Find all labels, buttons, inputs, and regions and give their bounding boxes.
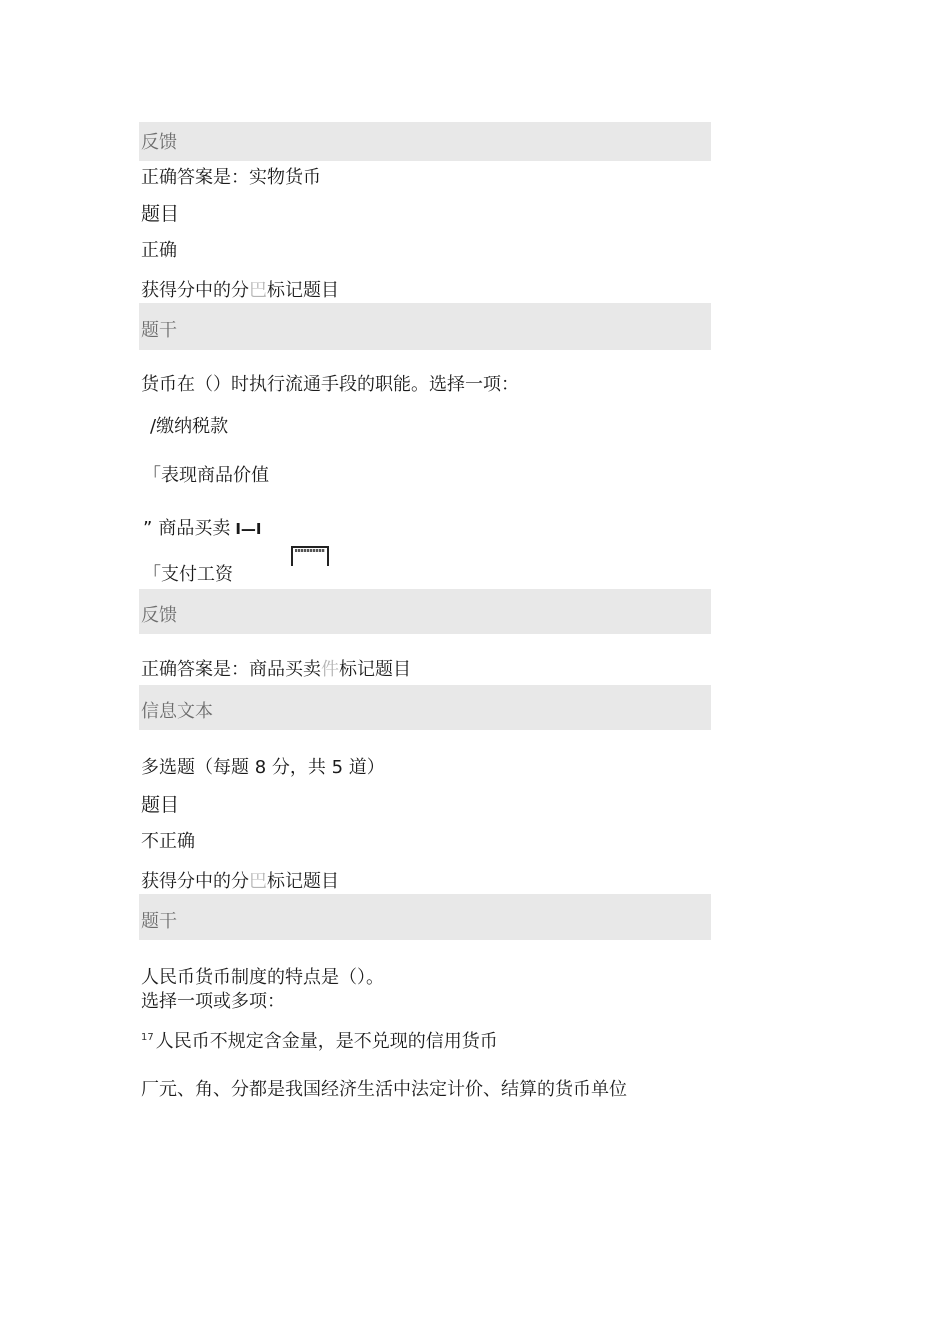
- feedback-header: 反馈: [141, 605, 177, 626]
- question-stem: 人民币货币制度的特点是（）。: [141, 967, 384, 988]
- question-label: 题目: [141, 794, 180, 816]
- flag-question-link[interactable]: 标记题目: [267, 871, 339, 892]
- option-marker: 17: [141, 1032, 154, 1043]
- info-bar: [139, 685, 711, 730]
- option-marker: 「: [143, 465, 161, 486]
- question-stem: 货币在（）时执行流通手段的职能。选择一项：: [141, 374, 519, 395]
- score-text: 获得分中的分: [141, 280, 249, 301]
- stem-header: 题干: [141, 320, 177, 341]
- option-marker: 「: [143, 564, 161, 585]
- feedback-bar: [139, 122, 711, 161]
- option-text: 商品买卖: [158, 518, 231, 539]
- option-text: 表现商品价值: [161, 465, 269, 486]
- info-header: 信息文本: [141, 701, 213, 722]
- answer-option[interactable]: [141, 1075, 627, 1101]
- flag-icon[interactable]: 件: [321, 659, 339, 680]
- flag-icon[interactable]: 巴: [249, 280, 267, 301]
- info-text: 多选题（每题 8 分，共 5 道）: [141, 757, 385, 778]
- score-flag-line: [141, 867, 339, 893]
- option-marker: 厂: [141, 1079, 159, 1100]
- answer-option[interactable]: [141, 1027, 498, 1053]
- option-text: 元、角、分都是我国经济生活中法定计价、结算的货币单位: [159, 1079, 627, 1100]
- answer-option[interactable]: [143, 514, 262, 540]
- score-text: 获得分中的分: [141, 871, 249, 892]
- correct-answer-text: 正确答案是：商品买卖: [141, 659, 321, 680]
- question-label: 题目: [141, 203, 180, 225]
- flag-question-link[interactable]: 标记题目: [267, 280, 339, 301]
- flag-question-link[interactable]: 标记题目: [339, 659, 411, 680]
- option-text: 人民币不规定含金量，是不兑现的信用货币: [155, 1031, 498, 1052]
- option-marker: ”: [143, 518, 153, 539]
- question-status: 正确: [141, 240, 177, 261]
- stem-bar: [139, 303, 711, 350]
- feedback-header: 反馈: [141, 132, 177, 153]
- answer-option[interactable]: [143, 560, 233, 586]
- correct-mark-icon: I—I: [235, 520, 262, 538]
- flag-box-icon: [291, 546, 329, 566]
- option-marker: /: [150, 416, 157, 437]
- option-text: 缴纳税款: [156, 416, 229, 437]
- answer-option[interactable]: [143, 461, 269, 487]
- option-text: 支付工资: [161, 564, 233, 585]
- stem-bar: [139, 894, 711, 940]
- score-flag-line: [141, 276, 339, 302]
- question-status: 不正确: [141, 831, 195, 852]
- question-instruction: 选择一项或多项：: [141, 991, 285, 1012]
- correct-answer-line: [141, 655, 411, 681]
- stem-header: 题干: [141, 911, 177, 932]
- answer-option[interactable]: [150, 412, 228, 438]
- correct-answer-text: 正确答案是：实物货币: [141, 167, 321, 188]
- flag-icon[interactable]: 巴: [249, 871, 267, 892]
- feedback-bar: [139, 589, 711, 634]
